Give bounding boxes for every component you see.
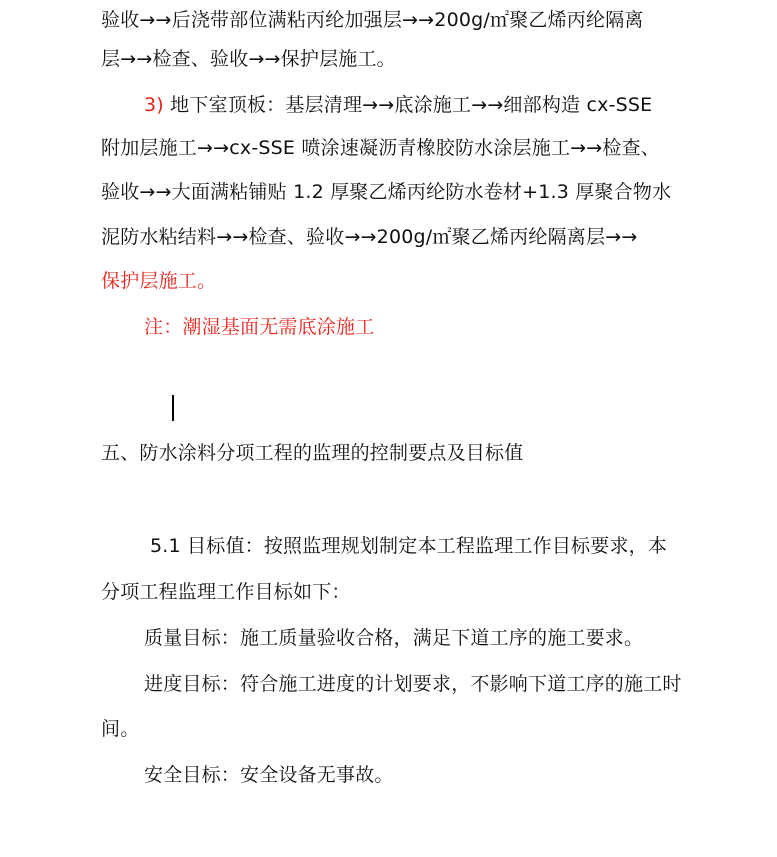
paragraph-line: 5.1 目标值：按照监理规划制定本工程监理工作目标要求，本 (150, 535, 668, 557)
paragraph-line: 间。 (101, 718, 140, 740)
paragraph-line: 分项工程监理工作目标如下： (101, 581, 351, 603)
paragraph-line: 附加层施工→→cx-SSE 喷涂速凝沥青橡胶防水涂层施工→→检查、 (101, 137, 660, 159)
paragraph-line: 泥防水粘结料→→检查、验收→→200g/㎡聚乙烯丙纶隔离层→→ (101, 226, 638, 248)
paragraph-line: 保护层施工。 (101, 270, 217, 292)
quality-target: 质量目标：施工质量验收合格，满足下道工序的施工要求。 (144, 627, 644, 649)
note-text: 注：潮湿基面无需底涂施工 (144, 316, 375, 338)
paragraph-text: 地下室顶板：基层清理→→底涂施工→→细部构造 cx-SSE (170, 94, 653, 116)
paragraph-line: 层→→检查、验收→→保护层施工。 (101, 48, 396, 70)
section-heading: 五、防水涂料分项工程的监理的控制要点及目标值 (101, 442, 524, 464)
paragraph-line: 验收→→大面满粘铺贴 1.2 厚聚乙烯丙纶防水卷材+1.3 厚聚合物水 (101, 181, 672, 203)
progress-target: 进度目标：符合施工进度的计划要求，不影响下道工序的施工时 (144, 673, 682, 695)
paragraph-line (144, 92, 652, 118)
safety-target: 安全目标：安全设备无事故。 (144, 764, 394, 786)
list-number: 3) (144, 94, 164, 116)
paragraph-line: 验收→→后浇带部位满粘丙纶加强层→→200g/㎡聚乙烯丙纶隔离 (101, 9, 644, 31)
text-cursor[interactable] (172, 395, 174, 421)
